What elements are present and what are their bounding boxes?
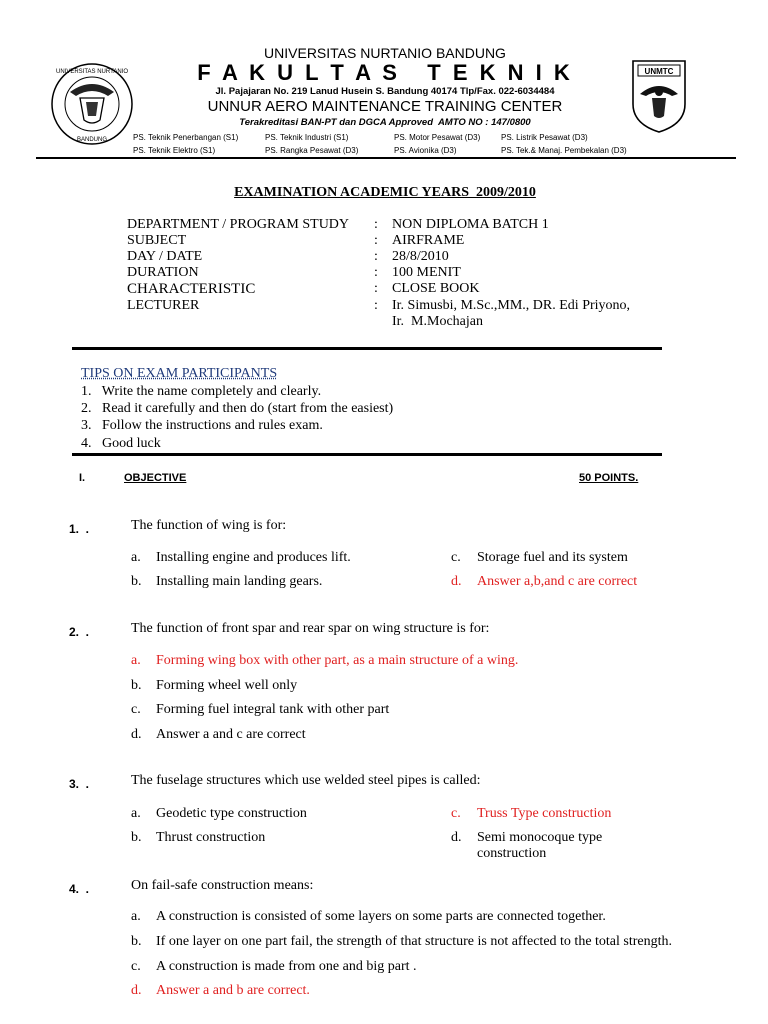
- option-text: Forming wheel well only: [156, 678, 298, 693]
- tips-bottom-rule: [72, 453, 662, 456]
- option-text: Geodetic type construction: [156, 806, 307, 821]
- info-value: 28/8/2010: [392, 249, 449, 264]
- unmtc-shield-logo: [630, 58, 688, 134]
- option-letter: b.: [131, 934, 142, 949]
- exam-title: EXAMINATION ACADEMIC YEARS 2009/2010: [234, 185, 536, 200]
- program-item: PS. Teknik Industri (S1): [265, 133, 349, 142]
- question-number: 2. .: [69, 625, 90, 639]
- program-item: PS. Rangka Pesawat (D3): [265, 146, 359, 155]
- option-letter: d.: [131, 727, 142, 742]
- tips-item: 2. Read it carefully and then do (start from the easiest): [81, 401, 394, 416]
- option-text: Installing main landing gears.: [156, 574, 323, 589]
- option-letter-correct: c.: [451, 806, 461, 821]
- info-value: NON DIPLOMA BATCH 1: [392, 217, 549, 232]
- option-text-correct: Forming wing box with other part, as a main structure of a wing.: [156, 653, 519, 668]
- tips-item: 4. Good luck: [81, 436, 161, 451]
- program-item: PS. Teknik Elektro (S1): [133, 146, 216, 155]
- info-value: 100 MENIT: [392, 265, 461, 280]
- faculty-name: F A K U L T A S T E K N I K: [197, 60, 573, 85]
- option-letter: b.: [131, 678, 142, 693]
- info-label: DAY / DATE: [127, 249, 203, 264]
- option-text: Semi monocoque type: [477, 830, 603, 845]
- section-number: I.: [79, 472, 86, 484]
- info-label: DURATION: [127, 265, 199, 280]
- info-value: CLOSE BOOK: [392, 281, 480, 296]
- option-letter: c.: [131, 959, 141, 974]
- option-letter: c.: [131, 702, 141, 717]
- faculty-address: Jl. Pajajaran No. 219 Lanud Husein S. Bandung 40174 Tlp/Fax. 022-6034484: [215, 86, 555, 97]
- info-colon: :: [374, 298, 378, 313]
- option-letter-correct: a.: [131, 653, 141, 668]
- section-title: OBJECTIVE: [124, 472, 187, 484]
- question-number: 4. .: [69, 882, 90, 896]
- option-text-continued: construction: [477, 846, 547, 861]
- option-letter: a.: [131, 806, 141, 821]
- svg-text:BANDUNG: BANDUNG: [76, 137, 108, 143]
- option-text: Thrust construction: [156, 830, 266, 845]
- option-letter-correct: d.: [131, 983, 142, 998]
- option-letter: c.: [451, 550, 461, 565]
- option-letter: b.: [131, 574, 142, 589]
- training-center-name: UNNUR AERO MAINTENANCE TRAINING CENTER: [207, 98, 563, 115]
- svg-text:UNMTC: UNMTC: [644, 67, 674, 76]
- info-colon: :: [374, 217, 378, 232]
- option-text: Answer a and c are correct: [156, 727, 306, 742]
- question-text: The fuselage structures which use welded steel pipes is called:: [131, 773, 481, 788]
- program-item: PS. Listrik Pesawat (D3): [501, 133, 588, 142]
- program-item: PS. Motor Pesawat (D3): [394, 133, 481, 142]
- option-text-correct: Truss Type construction: [477, 806, 612, 821]
- tips-heading: TIPS ON EXAM PARTICIPANTS: [81, 366, 278, 381]
- option-text: Storage fuel and its system: [477, 550, 628, 565]
- info-colon: :: [374, 265, 378, 280]
- option-letter: b.: [131, 830, 142, 845]
- question-text: The function of wing is for:: [131, 518, 287, 533]
- option-text-correct: Answer a and b are correct.: [156, 983, 310, 998]
- option-letter: d.: [451, 830, 462, 845]
- tips-item: 3. Follow the instructions and rules exam.: [81, 418, 323, 433]
- program-item: PS. Tek.& Manaj. Pembekalan (D3): [501, 146, 627, 155]
- option-letter-correct: d.: [451, 574, 462, 589]
- info-label: CHARACTERISTIC: [127, 281, 256, 297]
- option-letter: a.: [131, 550, 141, 565]
- info-value-continued: Ir. M.Mochajan: [392, 314, 483, 329]
- university-name: UNIVERSITAS NURTANIO BANDUNG: [264, 45, 506, 61]
- option-text: Installing engine and produces lift.: [156, 550, 351, 565]
- option-text-correct: Answer a,b,and c are correct: [477, 574, 638, 589]
- question-number: 3. .: [69, 777, 90, 791]
- svg-text:UNIVERSITAS NURTANIO: UNIVERSITAS NURTANIO: [55, 69, 129, 75]
- tips-top-rule: [72, 347, 662, 350]
- info-value: Ir. Simusbi, M.Sc.,MM., DR. Edi Priyono,: [392, 298, 631, 313]
- info-label: DEPARTMENT / PROGRAM STUDY: [127, 217, 350, 232]
- accreditation-note: Terakreditasi BAN-PT dan DGCA Approved AMTO NO : 147/0800: [239, 117, 531, 128]
- option-text: A construction is made from one and big part .: [156, 959, 417, 974]
- option-letter: a.: [131, 909, 141, 924]
- program-item: PS. Avionika (D3): [394, 146, 457, 155]
- program-item: PS. Teknik Penerbangan (S1): [133, 133, 239, 142]
- info-colon: :: [374, 233, 378, 248]
- question-number: 1. .: [69, 522, 90, 536]
- question-text: On fail-safe construction means:: [131, 878, 314, 893]
- tips-item: 1. Write the name completely and clearly.: [81, 384, 322, 399]
- header-divider: [36, 157, 736, 159]
- option-text: If one layer on one part fail, the strength of that structure is not affected to the total strength.: [156, 934, 673, 949]
- info-colon: :: [374, 281, 378, 296]
- question-text: The function of front spar and rear spar on wing structure is for:: [131, 621, 490, 636]
- info-label: LECTURER: [127, 298, 200, 313]
- info-colon: :: [374, 249, 378, 264]
- option-text: A construction is consisted of some layers on some parts are connected together.: [156, 909, 606, 924]
- option-text: Forming fuel integral tank with other part: [156, 702, 390, 717]
- section-points: 50 POINTS.: [579, 472, 639, 484]
- info-value: AIRFRAME: [392, 233, 465, 248]
- info-label: SUBJECT: [127, 233, 187, 248]
- university-seal-logo: [50, 62, 134, 146]
